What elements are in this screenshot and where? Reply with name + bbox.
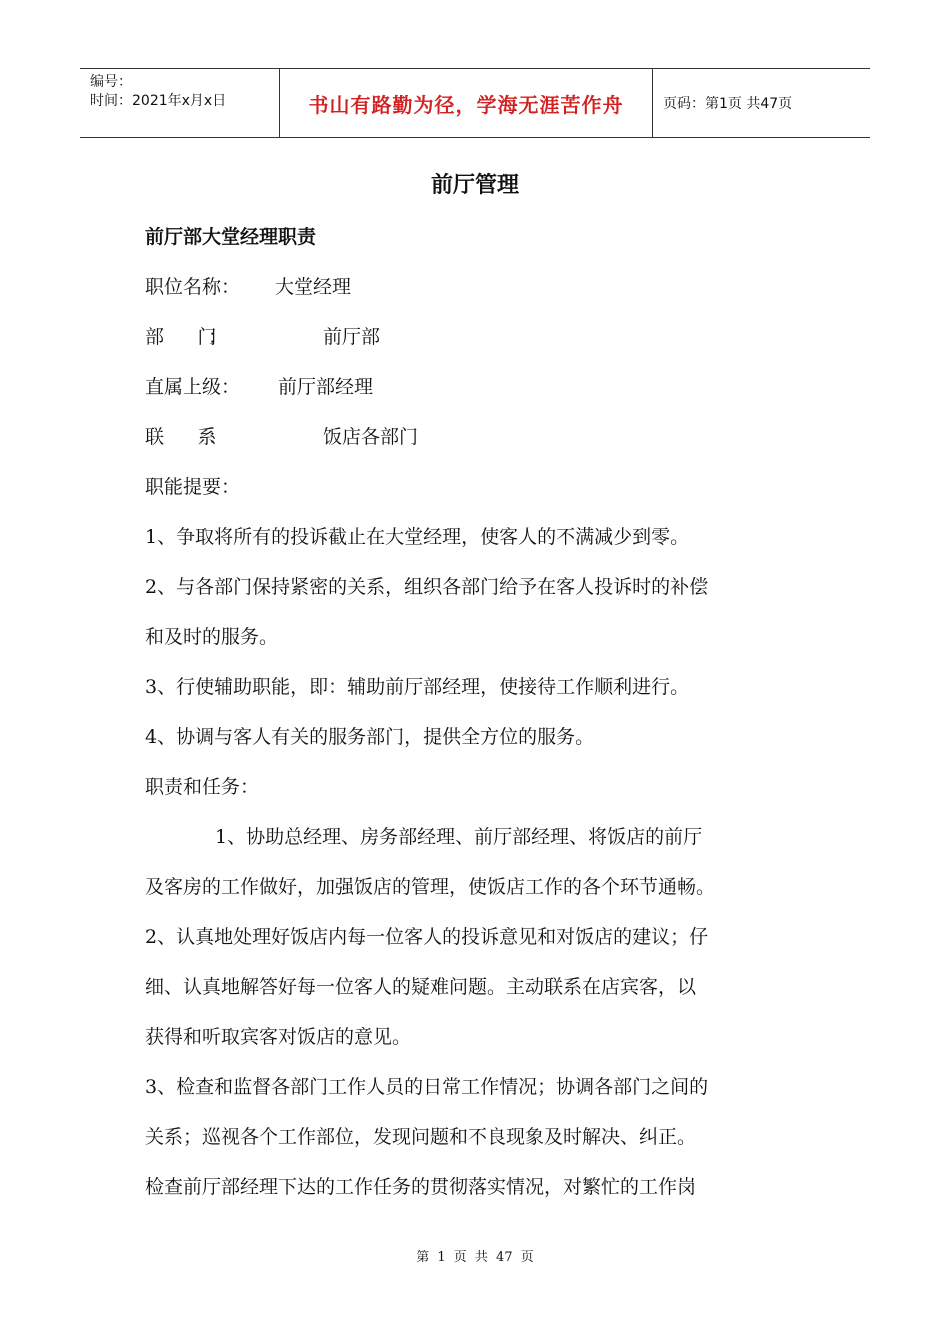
field-label: 部 门： <box>145 326 219 348</box>
field-value: 前厅部经理 <box>278 376 374 398</box>
field-label: 职位名称： <box>145 276 241 298</box>
header-meta <box>80 69 280 137</box>
field-row <box>145 312 810 362</box>
paragraph-line: 和及时的服务。 <box>145 626 279 648</box>
paragraph-line: 1、协助总经理、房务部经理、前厅部经理、将饭店的前厅 <box>215 826 703 848</box>
field-row <box>145 362 810 412</box>
duty-heading: 职责和任务： <box>145 776 260 798</box>
paragraph-line: 2、认真地处理好饭店内每一位客人的投诉意见和对饭店的建议；仔 <box>145 926 709 948</box>
paragraph-line: 细、认真地解答好每一位客人的疑难问题。主动联系在店宾客，以 <box>145 976 697 998</box>
field-row <box>145 262 810 312</box>
paragraph-line: 3、检查和监督各部门工作人员的日常工作情况；协调各部门之间的 <box>145 1076 709 1098</box>
header-page-info <box>653 69 870 137</box>
page-footer: 第 1 页 共 47 页 <box>416 1250 534 1265</box>
paragraph-line: 1、争取将所有的投诉截止在大堂经理，使客人的不满减少到零。 <box>145 526 690 548</box>
number-label: 编号： <box>90 74 132 90</box>
field-value: 前厅部 <box>323 326 381 348</box>
paragraph-line: 关系；巡视各个工作部位，发现问题和不良现象及时解决、纠正。 <box>145 1126 697 1148</box>
field-row <box>145 412 810 462</box>
paragraph-line: 4、协调与客人有关的服务部门，提供全方位的服务。 <box>145 726 595 748</box>
paragraph-line: 获得和听取宾客对饭店的意见。 <box>145 1026 412 1048</box>
field-label: 联 系： <box>145 426 219 448</box>
function-heading: 职能提要： <box>145 476 241 498</box>
time-label: 时间：2021年x月x日 <box>90 93 227 109</box>
paragraph-line: 2、与各部门保持紧密的关系，组织各部门给予在客人投诉时的补偿 <box>145 576 709 598</box>
header-motto: 书山有路勤为径，学海无涯苦作舟 <box>308 92 624 117</box>
page-info: 页码：第1页 共47页 <box>663 96 793 112</box>
document-body <box>145 212 810 1212</box>
paragraph-line: 3、行使辅助职能，即：辅助前厅部经理，使接待工作顺利进行。 <box>145 676 690 698</box>
section-title: 前厅部大堂经理职责 <box>145 226 317 248</box>
header-motto-cell <box>280 69 653 137</box>
paragraph-line: 及客房的工作做好，加强饭店的管理，使饭店工作的各个环节通畅。 <box>145 876 716 898</box>
field-value: 饭店各部门 <box>323 426 419 448</box>
field-value: 大堂经理 <box>275 276 352 298</box>
paragraph-line: 检查前厅部经理下达的工作任务的贯彻落实情况，对繁忙的工作岗 <box>145 1176 697 1198</box>
field-label: 直属上级： <box>145 376 241 398</box>
page-title: 前厅管理 <box>430 172 519 198</box>
document-header <box>80 68 870 138</box>
